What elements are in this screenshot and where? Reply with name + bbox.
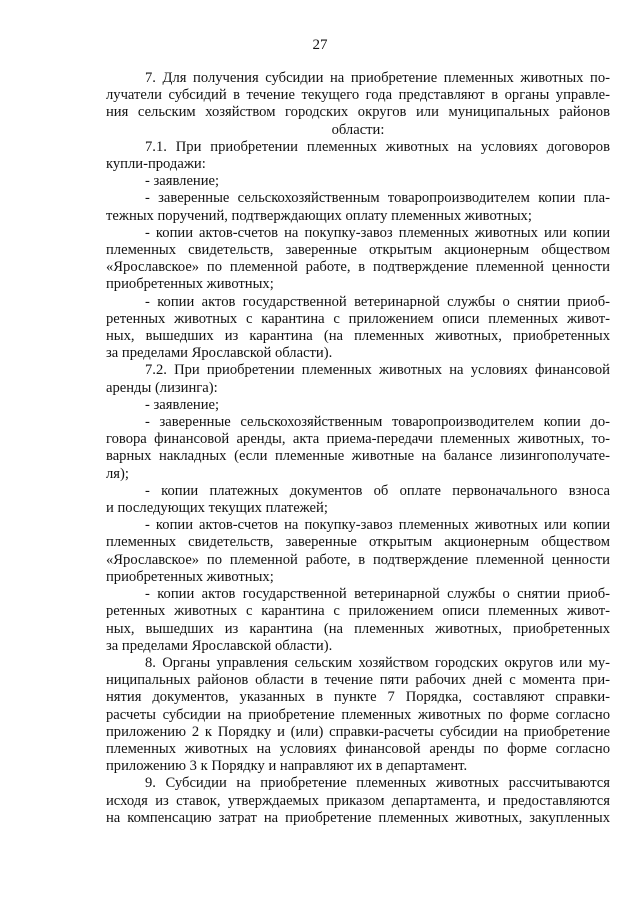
text-line: приобретенных животных; (106, 276, 274, 293)
text-line: «Ярославское» по племенной работе, в подтверждение племенной ценности (106, 259, 610, 276)
text-line: исходя из ставок, утверждаемых приказом департамента, и предоставляются (106, 792, 610, 809)
text-line: 9. Субсидии на приобретение племенных животных рассчитываются (145, 775, 610, 792)
text-line: расчеты субсидии на приобретение племенных животных по форме согласно (106, 706, 610, 723)
text-line: ля); (106, 465, 129, 482)
text-line: ния сельским хозяйством городских округов или муниципальных районов (106, 104, 610, 121)
text-line: - заверенные сельскохозяйственным товаропроизводителем копии до- (145, 414, 610, 431)
text-line: - заверенные сельскохозяйственным товаропроизводителем копии пла- (145, 190, 610, 207)
page-number: 27 (312, 37, 328, 53)
body-text (106, 70, 610, 827)
text-line: купли-продажи: (106, 156, 206, 173)
text-line: - заявление; (145, 173, 220, 190)
text-line: племенных свидетельств, заверенные открытым акционерным обществом (106, 534, 610, 551)
text-line: - заявление; (145, 396, 220, 413)
text-line: аренды (лизинга): (106, 379, 218, 396)
text-line: говора финансовой аренды, акта приема-передачи племенных животных, то- (106, 431, 610, 448)
text-line: варных накладных (если племенные животные на балансе лизингополучате- (106, 448, 610, 465)
text-line: ретенных животных с карантина с приложением описи племенных живот- (106, 310, 610, 327)
text-line: нятия документов, указанных в пункте 7 Порядка, составляют справки- (106, 689, 610, 706)
text-line: тежных поручений, подтверждающих оплату племенных животных; (106, 207, 532, 224)
text-line: «Ярославское» по племенной работе, в подтверждение племенной ценности (106, 551, 610, 568)
text-line: 7.2. При приобретении племенных животных на условиях финансовой (145, 362, 610, 379)
text-line: приложению 2 к Порядку и (или) справки-расчеты субсидии на приобретение (106, 723, 610, 740)
text-line: - копии актов государственной ветеринарной службы о снятии приоб- (145, 293, 610, 310)
text-line: племенных свидетельств, заверенные открытым акционерным обществом (106, 242, 610, 259)
text-line: приобретенных животных; (106, 568, 274, 585)
text-line: - копии актов-счетов на покупку-завоз племенных животных или копии (145, 224, 610, 241)
text-line: области: (331, 121, 385, 138)
text-line: ных, вышедших из карантина (на племенных животных, приобретенных (106, 328, 610, 345)
text-line: - копии актов государственной ветеринарной службы о снятии приоб- (145, 586, 610, 603)
text-line: - копии платежных документов об оплате первоначального взноса (145, 482, 610, 499)
text-line: 8. Органы управления сельским хозяйством городских округов или му- (145, 654, 610, 671)
text-line: на компенсацию затрат на приобретение племенных животных, закупленных (106, 809, 610, 826)
text-line: приложению 3 к Порядку и направляют их в департамент. (106, 758, 468, 775)
text-line: 7.1. При приобретении племенных животных на условиях договоров (145, 138, 610, 155)
text-line: ретенных животных с карантина с приложением описи племенных живот- (106, 603, 610, 620)
text-line: лучатели субсидий в течение текущего года представляют в органы управле- (106, 87, 610, 104)
text-line: и последующих текущих платежей; (106, 500, 328, 517)
text-line: за пределами Ярославской области). (106, 637, 333, 654)
text-line: - копии актов-счетов на покупку-завоз племенных животных или копии (145, 517, 610, 534)
text-line: ных, вышедших из карантина (на племенных животных, приобретенных (106, 620, 610, 637)
text-line: ниципальных районов области в течение пяти рабочих дней с момента при- (106, 672, 610, 689)
text-line: 7. Для получения субсидии на приобретение племенных животных по- (145, 70, 610, 86)
text-line: племенных животных на условиях финансовой аренды по форме согласно (106, 740, 610, 757)
text-line: за пределами Ярославской области). (106, 345, 333, 362)
